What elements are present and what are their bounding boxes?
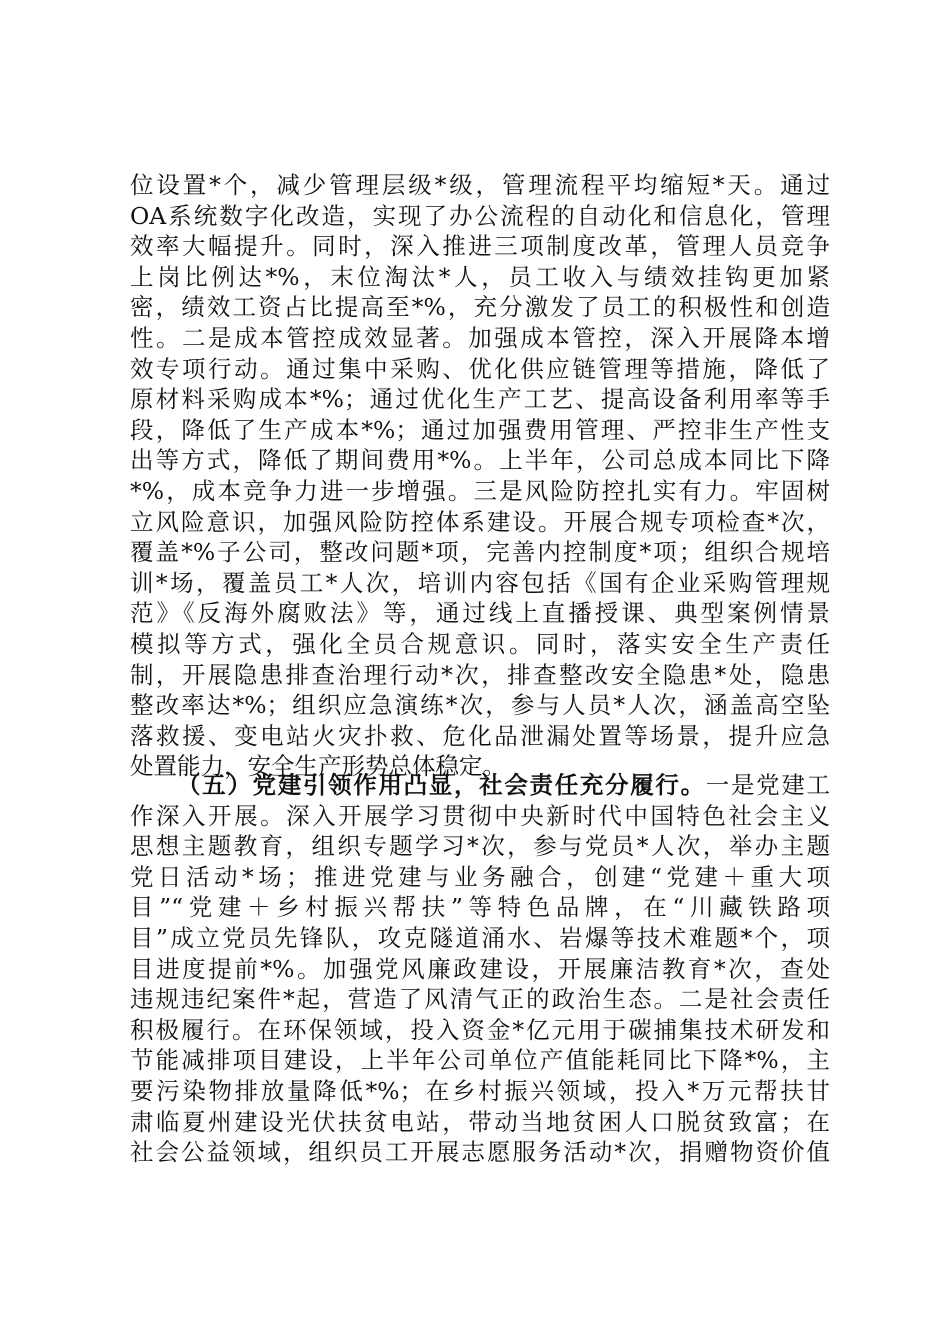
paragraph-line: 落救援、变电站火灾扑救、危化品泄漏处置等场景，提升应急: [130, 721, 830, 750]
paragraph-line: 违规违纪案件*起，营造了风清气正的政治生态。二是社会责任: [130, 985, 830, 1014]
paragraph-line: 整改率达*%；组织应急演练*次，参与人员*人次，涵盖高空坠: [130, 691, 830, 720]
paragraph-line: 目”成立党员先锋队，攻克隧道涌水、岩爆等技术难题*个，项: [130, 923, 830, 952]
paragraph-line: 范》《反海外腐败法》等，通过线上直播授课、典型案例情景: [130, 599, 830, 628]
paragraph-line: 制，开展隐患排查治理行动*次，排查整改安全隐患*处，隐患: [130, 660, 830, 689]
paragraph-line: 立风险意识，加强风险防控体系建设。开展合规专项检查*次，: [130, 507, 830, 536]
paragraph-line: 目”“党建＋乡村振兴帮扶”等特色品牌，在“川藏铁路项: [130, 893, 830, 922]
paragraph-line: 出等方式，降低了期间费用*%。上半年，公司总成本同比下降: [130, 446, 830, 475]
paragraph-line: 党日活动*场；推进党建与业务融合，创建“党建＋重大项: [130, 862, 830, 891]
paragraph-1: [130, 170, 830, 782]
paragraph-line: 覆盖*%子公司，整改问题*项，完善内控制度*项；组织合规培: [130, 538, 830, 567]
paragraph-line: 思想主题教育，组织专题学习*次，参与党员*人次，举办主题: [130, 832, 830, 861]
paragraph-line: 处置能力，安全生产形势总体稳定。: [130, 752, 506, 781]
paragraph-first-line: [130, 770, 830, 801]
paragraph-line: 密，绩效工资占比提高至*%，充分激发了员工的积极性和创造: [130, 293, 830, 322]
paragraph-line: 节能减排项目建设，上半年公司单位产值能耗同比下降*%，主: [130, 1046, 830, 1075]
paragraph-2: [130, 770, 830, 1168]
paragraph-line: 要污染物排放量降低*%；在乡村振兴领域，投入*万元帮扶甘: [130, 1076, 830, 1105]
section-heading: （五）党建引领作用凸显，社会责任充分履行。: [177, 771, 706, 799]
paragraph-line: 模拟等方式，强化全员合规意识。同时，落实安全生产责任: [130, 629, 830, 658]
paragraph-line: 位设置*个，减少管理层级*级，管理流程平均缩短*天。通过: [130, 171, 830, 199]
paragraph-line: 段，降低了生产成本*%；通过加强费用管理、严控非生产性支: [130, 415, 830, 444]
paragraph-line: 积极履行。在环保领域，投入资金*亿元用于碳捕集技术研发和: [130, 1015, 830, 1044]
paragraph-line: 性。二是成本管控成效显著。加强成本管控，深入开展降本增: [130, 323, 830, 352]
paragraph-line: 目进度提前*%。加强党风廉政建设，开展廉洁教育*次，查处: [130, 954, 830, 983]
paragraph-line: 上岗比例达*%，末位淘汰*人，员工收入与绩效挂钩更加紧: [130, 262, 830, 291]
paragraph-line: 肃临夏州建设光伏扶贫电站，带动当地贫困人口脱贫致富；在: [130, 1107, 830, 1136]
paragraph-line: 作深入开展。深入开展学习贯彻中央新时代中国特色社会主义: [130, 801, 830, 830]
paragraph-line: 效专项行动。通过集中采购、优化供应链管理等措施，降低了: [130, 354, 830, 383]
paragraph-line: 训*场，覆盖员工*人次，培训内容包括《国有企业采购管理规: [130, 568, 830, 597]
paragraph-line: 效率大幅提升。同时，深入推进三项制度改革，管理人员竞争: [130, 232, 830, 261]
paragraph-line: 原材料采购成本*%；通过优化生产工艺、提高设备利用率等手: [130, 385, 830, 414]
heading-continuation: 一是党建工: [705, 771, 831, 799]
paragraph-line: *%，成本竞争力进一步增强。三是风险防控扎实有力。牢固树: [130, 476, 830, 505]
paragraph-line: OA系统数字化改造，实现了办公流程的自动化和信息化，管理: [130, 201, 830, 230]
paragraph-line: 社会公益领域，组织员工开展志愿服务活动*次，捐赠物资价值: [130, 1138, 830, 1167]
